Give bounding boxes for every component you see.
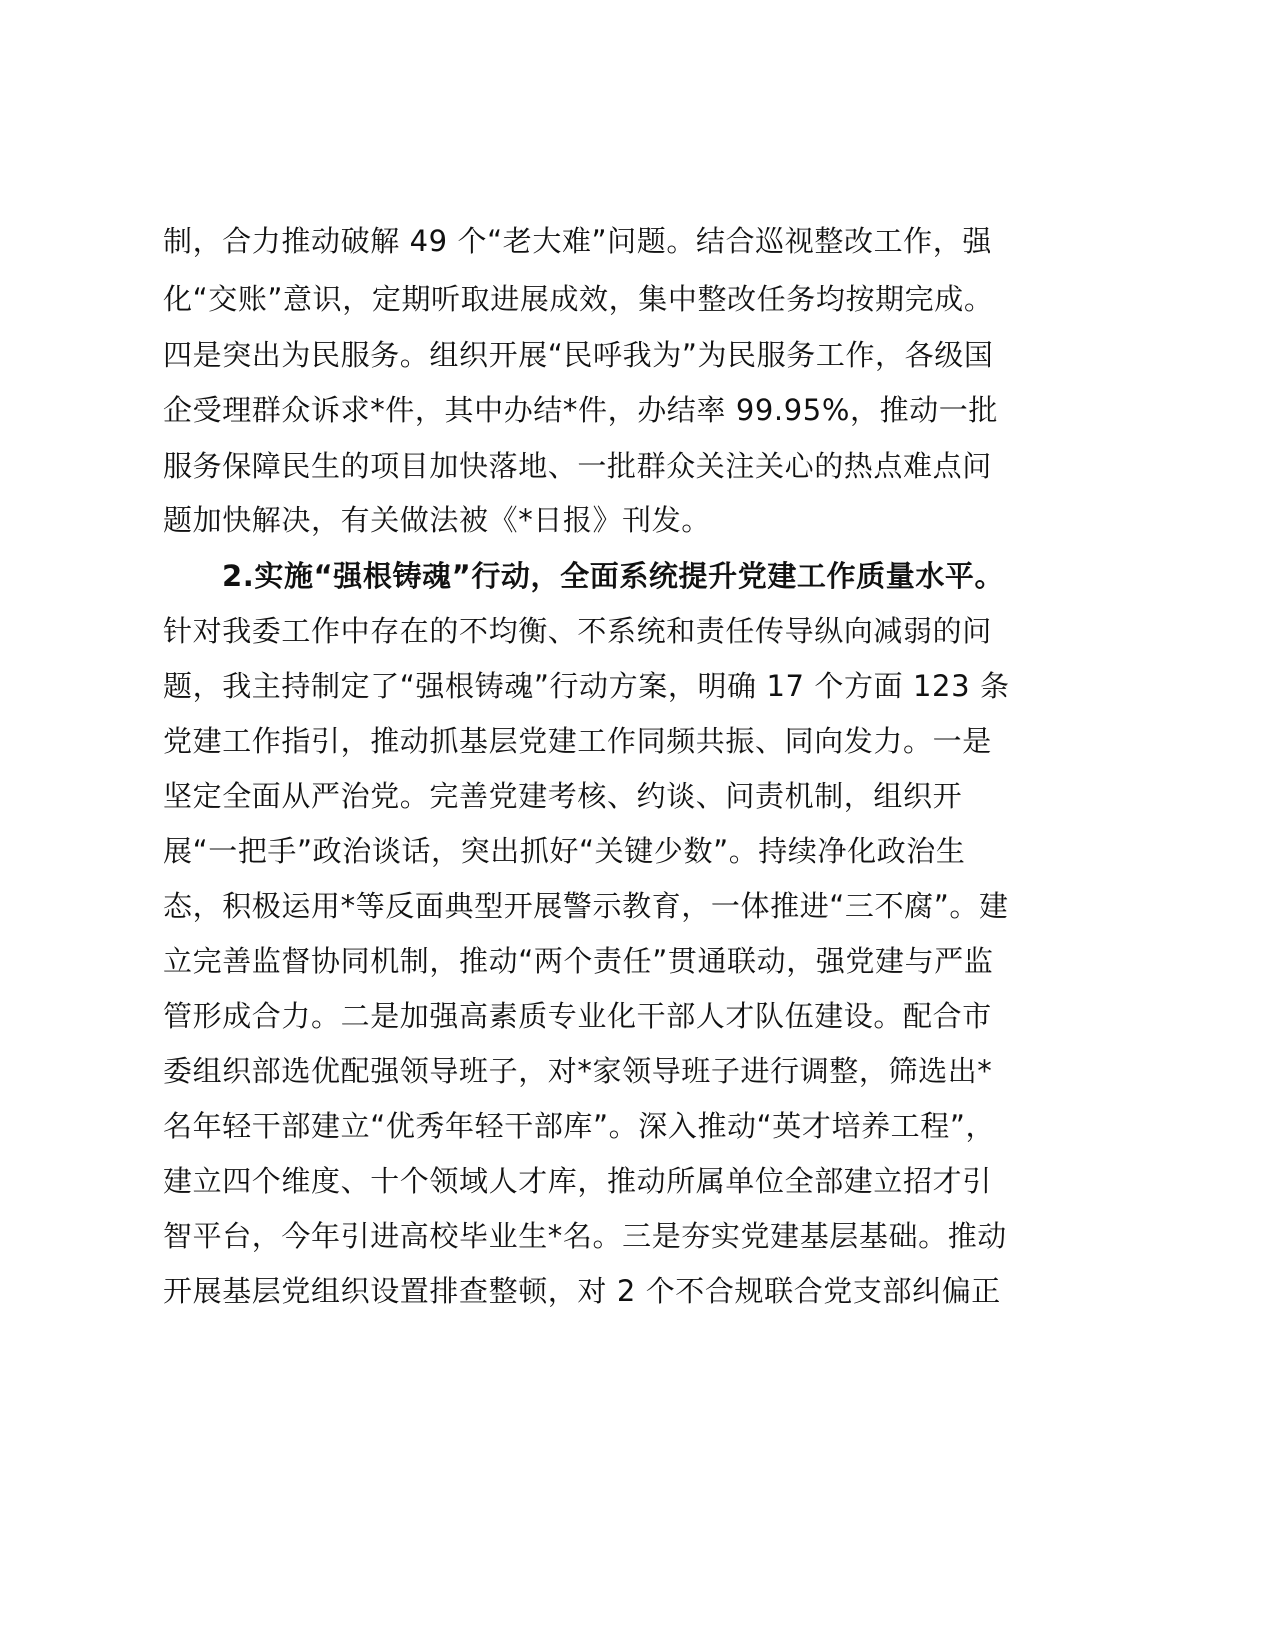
text-line: 坚定全面从严治党。完善党建考核、约谈、问责机制，组织开 [163,779,963,813]
text-line: 化“交账”意识，定期听取进展成效，集中整改任务均按期完成。 [163,282,994,316]
text-line: 题加快解决，有关做法被《*日报》刊发。 [163,503,711,537]
section-heading: 2.实施“强根铸魂”行动，全面系统提升党建工作质量水平。 [222,559,1005,593]
text-line: 建立四个维度、十个领域人才库，推动所属单位全部建立招才引 [163,1164,992,1198]
text-line: 名年轻干部建立“优秀年轻干部库”。深入推动“英才培养工程”， [163,1109,996,1143]
text-line: 展“一把手”政治谈话，突出抓好“关键少数”。持续净化政治生 [163,834,966,868]
text-line: 管形成合力。二是加强高素质专业化干部人才队伍建设。配合市 [163,999,992,1033]
text-line: 针对我委工作中存在的不均衡、不系统和责任传导纵向减弱的问 [163,614,992,648]
text-line: 党建工作指引，推动抓基层党建工作同频共振、同向发力。一是 [163,724,992,758]
text-line: 立完善监督协同机制，推动“两个责任”贯通联动，强党建与严监 [163,944,994,978]
text-line: 四是突出为民服务。组织开展“民呼我为”为民服务工作，各级国 [163,338,994,372]
text-line: 态，积极运用*等反面典型开展警示教育，一体推进“三不腐”。建 [163,889,1009,923]
text-line: 智平台，今年引进高校毕业生*名。三是夯实党建基层基础。推动 [163,1219,1007,1253]
text-line: 委组织部选优配强领导班子，对*家领导班子进行调整，筛选出* [163,1054,993,1088]
text-line: 制，合力推动破解 49 个“老大难”问题。结合巡视整改工作，强 [163,224,992,258]
text-line: 题，我主持制定了“强根铸魂”行动方案，明确 17 个方面 123 条 [163,669,1010,703]
text-line: 服务保障民生的项目加快落地、一批群众关注关心的热点难点问 [163,449,992,483]
text-line: 开展基层党组织设置排查整顿，对 2 个不合规联合党支部纠偏正 [163,1274,1001,1308]
text-line: 企受理群众诉求*件，其中办结*件，办结率 99.95%，推动一批 [163,393,998,427]
